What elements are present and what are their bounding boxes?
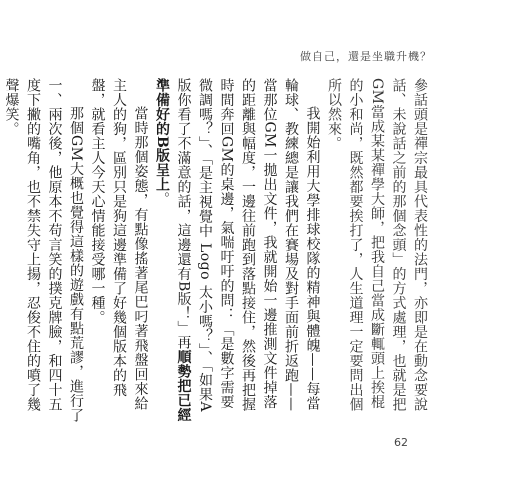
- paragraph-quote: 參話頭是禪宗最具代表性的法門，亦即是在動念要說話、未說話之前的那個念頭」的方式處理，也就是把GM當成某某禪學大師，把我自己當成斷輒頭上挨棍的小和尚，既然都要挨打了，人生道理一定要問出個所以然來。: [326, 78, 428, 412]
- paragraph-text: 我開始利用大學排球校隊的精神與體魄——每當輪球、教練總是讓我們在賽場及對手面前折返跑——當那位GM一拋出文件，我就開始一邊推測文件掉落的距離與幅度，一邊往前跑到落點接住，然後再把握時間奔回GM的桌邊，氣喘吁吁的問：「是數字需要微調嗎？」、「是主視覺中 Logo 太小嗎？」、「如果A版你看了不滿意的話，這邊還有B版！」再: [175, 78, 321, 413]
- paragraph: 那個GM大概也覺得這樣的遊戲有點荒謬，進行了一、兩次後，他原本不苟言笑的撲克牌臉，和四十五度下撇的嘴角，也不禁失守上揚，忍俊不住的噴了幾聲爆笑。: [3, 78, 84, 423]
- paragraph: 當時那個姿態，有點像搖著尾巴叼著飛盤回來給主人的狗，區別只是狗這邊準備了好幾個版本的飛盤，就看主人今天心情能接受哪一種。: [89, 78, 149, 411]
- running-header: 做自己，還是坐職升機？: [300, 50, 432, 63]
- paragraph: [151, 78, 323, 423]
- paragraph-text: 。: [154, 191, 170, 207]
- body-text: [3, 78, 430, 423]
- page-number: 62: [394, 436, 408, 449]
- bold-text: 呈上: [154, 162, 170, 192]
- bold-text: 順勢把已經準備好的B版: [154, 78, 192, 423]
